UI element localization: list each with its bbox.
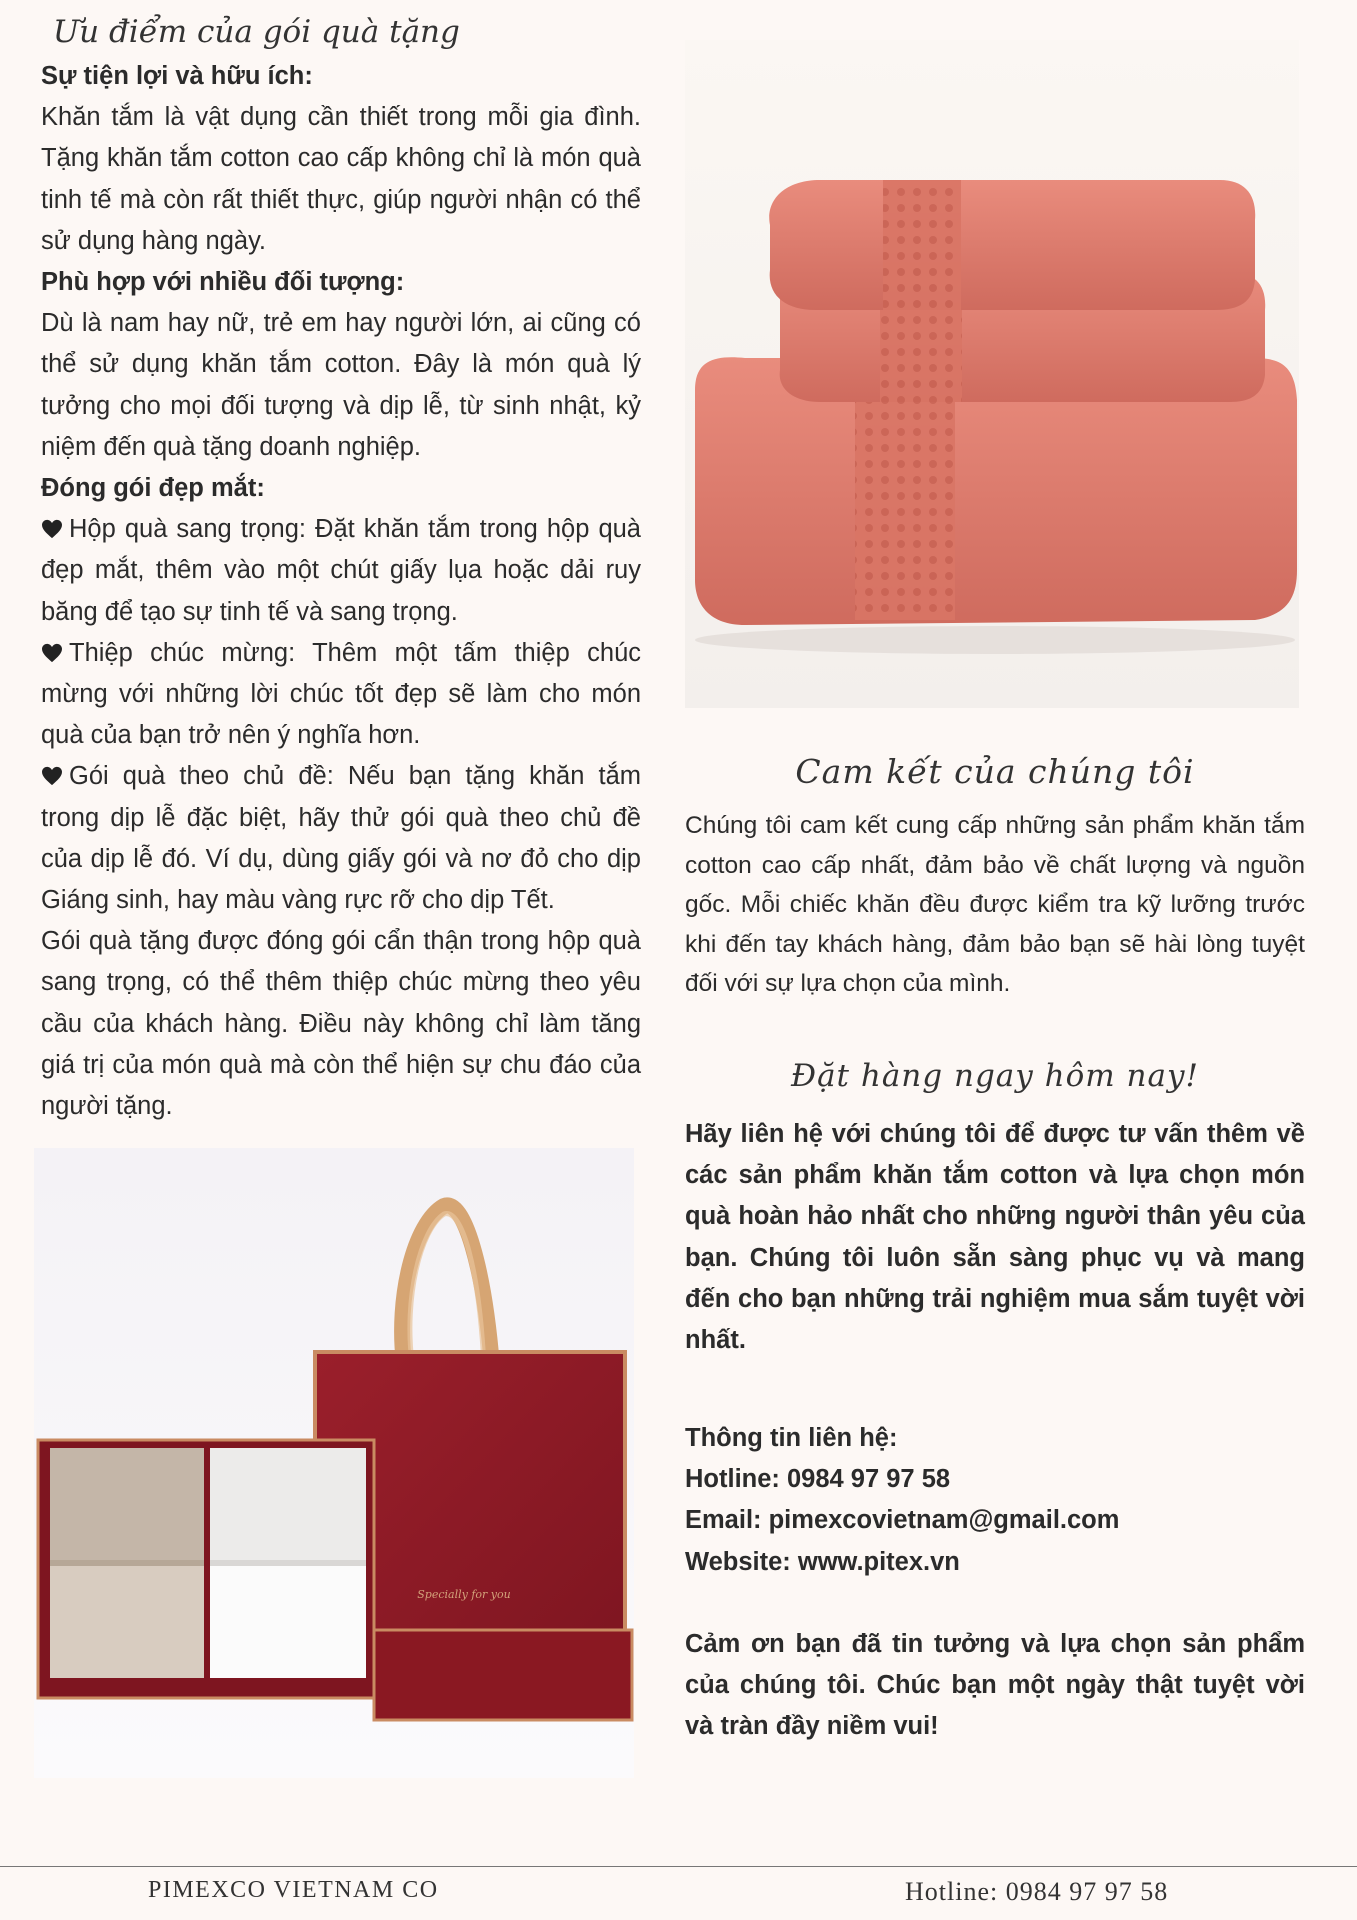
gift-box-photo (34, 1148, 634, 1778)
contact-email: Email: pimexcovietnam@gmail.com (685, 1506, 1120, 1535)
commitment-text: Chúng tôi cam kết cung cấp những sản phẩm khăn tắm cotton cao cấp nhất, đảm bảo về chất lượng và nguồn gốc. Mỗi chiếc khăn đều được kiểm tra kỹ lưỡng trước khi đến tay khách hàng, đảm bảo bạn sẽ hài lòng tuyệt đối với sự lựa chọn của mình. (685, 812, 1305, 997)
gift-bag-print: Specially for you (417, 1588, 511, 1601)
commitment-block (685, 806, 1305, 1004)
audience-heading: Phù hợp với nhiều đối tượng: (41, 268, 405, 297)
bullet-item (41, 633, 641, 757)
bullet-item (41, 756, 641, 921)
order-title-block (685, 1058, 1305, 1094)
footer-divider (0, 1866, 1357, 1867)
convenience-text: Khăn tắm là vật dụng cần thiết trong mỗi gia đình. Tặng khăn tắm cotton cao cấp không chỉ là món quà tinh tế mà còn rất thiết thực, giúp người nhận có thể sử dụng hàng ngày. (41, 103, 641, 255)
contact-heading: Thông tin liên hệ: (685, 1424, 898, 1452)
order-block (685, 1114, 1305, 1361)
heart-icon (41, 509, 69, 550)
heart-icon (41, 756, 69, 797)
bullet-item (41, 509, 641, 633)
advantages-title: Ưu điểm của gói quà tặng (53, 14, 460, 50)
order-title: Đặt hàng ngay hôm nay! (791, 1058, 1199, 1094)
contact-block (685, 1418, 1305, 1583)
heart-icon (41, 633, 69, 674)
towel-stack-photo (685, 40, 1299, 708)
footer-hotline: Hotline: 0984 97 97 58 (905, 1877, 1169, 1906)
convenience-heading: Sự tiện lợi và hữu ích: (41, 62, 313, 90)
bullet-text: Hộp quà sang trọng: Đặt khăn tắm trong hộp quà đẹp mắt, thêm vào một chút giấy lụa hoặc dải ruy băng để tạo sự tinh tế và sang trọng. (41, 515, 641, 626)
commitment-title: Cam kết của chúng tôi (795, 752, 1195, 791)
right-column (685, 752, 1305, 791)
packaging-heading: Đóng gói đẹp mắt: (41, 474, 265, 503)
footer-company: PIMEXCO VIETNAM CO (148, 1877, 439, 1903)
order-text: Hãy liên hệ với chúng tôi để được tư vấn thêm về các sản phẩm khăn tắm cotton và lựa chọn món quà hoàn hảo nhất cho những người thân yêu của bạn. Chúng tôi luôn sẵn sàng phục vụ và mang đến cho bạn những trải nghiệm mua sắm tuyệt vời nhất. (685, 1120, 1305, 1355)
closing-text: Gói quà tặng được đóng gói cẩn thận trong hộp quà sang trọng, có thể thêm thiệp chúc mừng theo yêu cầu của khách hàng. Điều này không chỉ làm tăng giá trị của món quà mà còn thể hiện sự chu đáo của người tặng. (41, 927, 641, 1121)
left-column (41, 14, 641, 1127)
contact-hotline: Hotline: 0984 97 97 58 (685, 1465, 951, 1494)
contact-website: Website: www.pitex.vn (685, 1547, 960, 1576)
thanks-text: Cảm ơn bạn đã tin tưởng và lựa chọn sản phẩm của chúng tôi. Chúc bạn một ngày thật tuyệt vời và tràn đầy niềm vui! (685, 1630, 1305, 1741)
audience-text: Dù là nam hay nữ, trẻ em hay người lớn, ai cũng có thể sử dụng khăn tắm cotton. Đây là món quà lý tưởng cho mọi đối tượng và dịp lễ, từ sinh nhật, kỷ niệm đến quà tặng doanh nghiệp. (41, 309, 641, 461)
bullet-text: Gói quà theo chủ đề: Nếu bạn tặng khăn tắm trong dịp lễ đặc biệt, hãy thử gói quà theo chủ đề của dịp lễ đó. Ví dụ, dùng giấy gói và nơ đỏ cho dịp Giáng sinh, hay màu vàng rực rỡ cho dịp Tết. (41, 762, 641, 915)
thanks-block (685, 1624, 1305, 1748)
bullet-text: Thiệp chúc mừng: Thêm một tấm thiệp chúc mừng với những lời chúc tốt đẹp sẽ làm cho món quà của bạn trở nên ý nghĩa hơn. (41, 638, 641, 750)
